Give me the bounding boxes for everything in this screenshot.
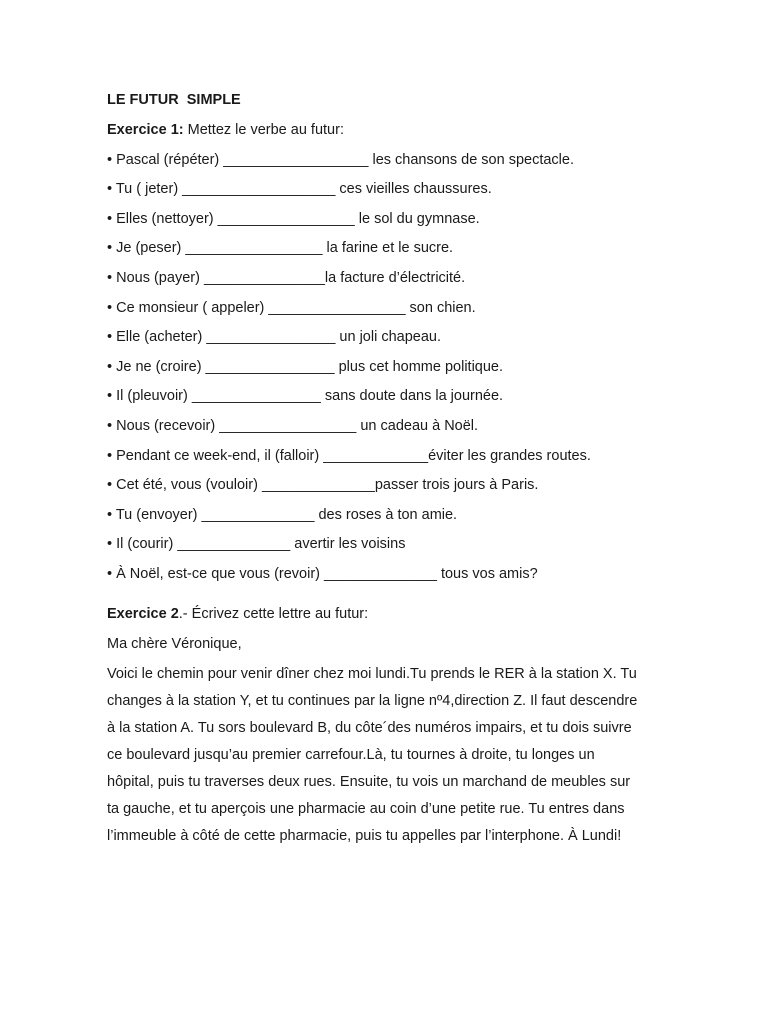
exercise-1-instruction: Mettez le verbe au futur: — [183, 122, 344, 138]
letter-body — [107, 661, 667, 850]
letter-line: hôpital, puis tu traverses deux rues. Ensuite, tu vois un marchand de meubles sur — [107, 773, 631, 790]
exercise-item: • Ce monsieur ( appeler) _________________ son chien. — [107, 299, 476, 316]
exercise-2-heading — [107, 604, 667, 624]
exercise-2-instruction: .- Écrivez cette lettre au futur: — [178, 605, 369, 622]
document-page — [107, 90, 667, 850]
exercise-item: • Cet été, vous (vouloir) ______________passer trois jours à Paris. — [107, 477, 539, 494]
exercise-item: • Pendant ce week-end, il (falloir) _____________éviter les grandes routes. — [107, 447, 591, 464]
exercise-item: • Il (pleuvoir) ________________ sans doute dans la journée. — [107, 388, 504, 405]
letter-line: Voici le chemin pour venir dîner chez moi lundi.Tu prends le RER à la station X. Tu — [107, 665, 637, 682]
exercise-item: • Pascal (répéter) __________________ les chansons de son spectacle. — [107, 151, 574, 168]
letter-line: ta gauche, et tu aperçois une pharmacie au coin d’une petite rue. Tu entres dans — [107, 800, 625, 817]
letter-line: ce boulevard jusqu’au premier carrefour.Là, tu tournes à droite, tu longes un — [107, 746, 595, 763]
exercise-1-list — [107, 150, 667, 584]
page-title: LE FUTUR SIMPLE — [107, 92, 241, 108]
exercise-item: • Il (courir) ______________ avertir les voisins — [107, 536, 406, 553]
letter-greeting: Ma chère Véronique, — [107, 635, 242, 652]
exercise-item: • Elles (nettoyer) _________________ le sol du gymnase. — [107, 210, 480, 227]
exercise-item: • Je (peser) _________________ la farine et le sucre. — [107, 240, 454, 257]
exercise-item: • Tu ( jeter) ___________________ ces vieilles chaussures. — [107, 181, 492, 198]
exercise-1-label: Exercice 1: — [107, 122, 184, 138]
exercise-item: • Tu (envoyer) ______________ des roses à ton amie. — [107, 506, 458, 523]
exercise-item: • Nous (recevoir) _________________ un cadeau à Noël. — [107, 417, 479, 434]
letter-line: l’immeuble à côté de cette pharmacie, puis tu appelles par l’interphone. À Lundi! — [107, 827, 622, 844]
letter-line: à la station A. Tu sors boulevard B, du côte´des numéros impairs, et tu dois suivre — [107, 719, 632, 736]
exercise-2-label: Exercice 2 — [107, 605, 179, 622]
letter-line: changes à la station Y, et tu continues par la ligne nº4,direction Z. Il faut descendre — [107, 692, 638, 709]
exercise-1 — [107, 120, 667, 584]
exercise-item: • Elle (acheter) ________________ un joli chapeau. — [107, 329, 441, 346]
exercise-item: • Je ne (croire) ________________ plus cet homme politique. — [107, 358, 504, 375]
exercise-item: • Nous (payer) _______________la facture d’électricité. — [107, 269, 466, 286]
exercise-1-heading — [107, 120, 667, 140]
exercise-item: • À Noël, est-ce que vous (revoir) ______________ tous vos amis? — [107, 565, 538, 582]
exercise-2 — [107, 604, 667, 850]
